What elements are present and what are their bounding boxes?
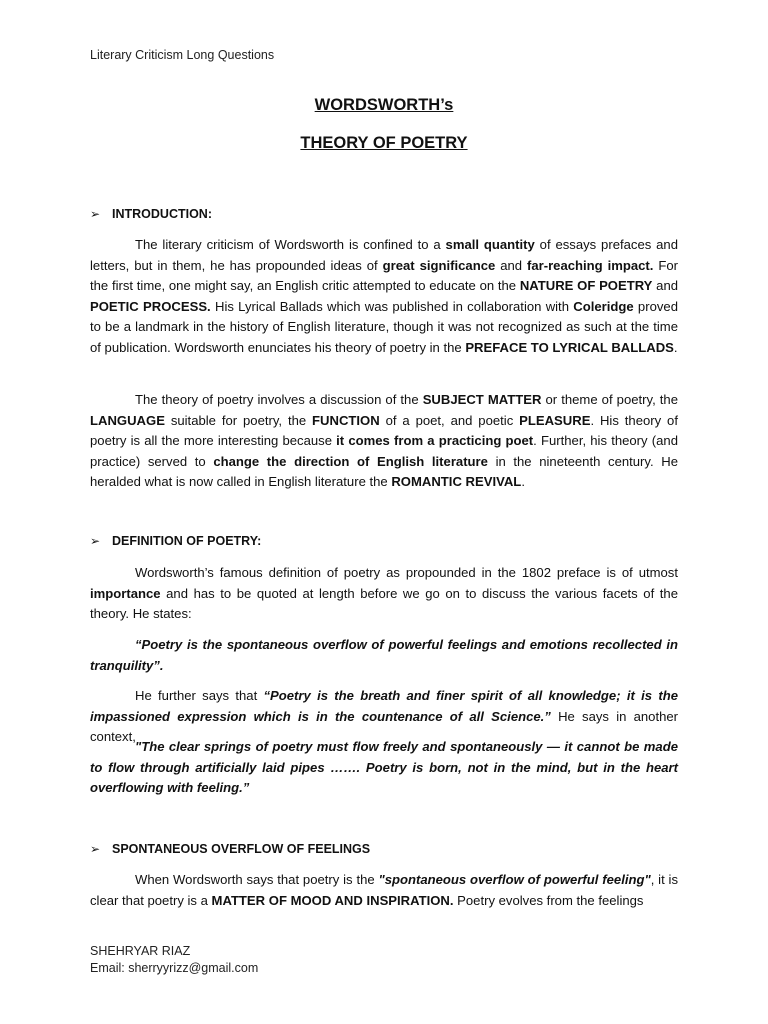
introduction-body bbox=[90, 235, 678, 359]
page-header: Literary Criticism Long Questions bbox=[90, 48, 275, 62]
bold-run: it comes from a practicing poet bbox=[336, 433, 534, 449]
page-footer bbox=[90, 943, 258, 977]
bold-run: NATURE OF POETRY bbox=[519, 278, 653, 294]
text-run: The theory of poetry involves a discussion of the bbox=[135, 392, 423, 407]
title-line-2: THEORY OF POETRY bbox=[300, 134, 468, 152]
author-name: SHEHRYAR RIAZ bbox=[90, 944, 191, 958]
bold-run: importance bbox=[90, 585, 161, 601]
text-run: suitable for poetry, the bbox=[164, 412, 313, 428]
text-run: . bbox=[521, 474, 525, 490]
text-run: and bbox=[495, 257, 527, 273]
bold-run: great significance bbox=[382, 257, 496, 273]
introduction-paragraph-2 bbox=[90, 390, 678, 493]
text-run: Wordsworth’s famous definition of poetry as propounded in the 1802 preface is of utmost bbox=[135, 565, 678, 580]
section-heading-introduction bbox=[90, 207, 212, 221]
definition-paragraph-1 bbox=[90, 563, 678, 625]
section-heading-text: INTRODUCTION: bbox=[112, 207, 212, 221]
text-run: When Wordsworth says that poetry is the bbox=[135, 872, 379, 887]
bold-run: change the direction of English literature bbox=[213, 453, 488, 469]
bold-run: SUBJECT MATTER bbox=[422, 392, 542, 407]
arrow-bullet-icon: ➢ bbox=[90, 207, 101, 221]
text-run: The literary criticism of Wordsworth is confined to a bbox=[135, 237, 446, 252]
arrow-bullet-icon: ➢ bbox=[90, 534, 101, 548]
quote-text: “Poetry is the spontaneous overflow of powerful feelings and emotions recollected in tranquility”. bbox=[90, 637, 678, 673]
bold-run: Coleridge bbox=[573, 298, 634, 314]
text-run: or theme of poetry, the bbox=[541, 392, 678, 407]
quote-run: “Poetry is the breath and finer spirit of all knowledge; it is the impassioned expression which is in the countenance of all Science.” bbox=[90, 688, 678, 724]
definition-body bbox=[90, 563, 678, 625]
text-run: . Further, his theory (and practice) served to bbox=[90, 433, 678, 469]
text-run: proved to be a landmark in the history of English literature, though it was not recognized as such at the time of publication. Wordsworth enunciates his theory of poetry in the bbox=[90, 298, 678, 355]
arrow-bullet-icon: ➢ bbox=[90, 842, 101, 856]
introduction-paragraph-1 bbox=[90, 235, 678, 359]
quote-text: "The clear springs of poetry must flow freely and spontaneously — it cannot be made to flow through artificially laid pipes ……. Poetry is born, not in the mind, but in the heart overflowing with feeling.” bbox=[90, 739, 678, 796]
text-run: , it is clear that poetry is a bbox=[90, 872, 679, 908]
definition-quote-1 bbox=[90, 635, 678, 676]
section-heading-text: DEFINITION OF POETRY: bbox=[112, 534, 262, 548]
bold-run: far-reaching impact. bbox=[526, 257, 654, 273]
text-run: His Lyrical Ballads which was published in collaboration with bbox=[210, 298, 574, 314]
text-run: of a poet, and poetic bbox=[379, 412, 520, 428]
quote-run: "spontaneous overflow of powerful feeling" bbox=[378, 872, 651, 887]
bold-run: POETIC PROCESS. bbox=[90, 298, 211, 314]
bold-run: LANGUAGE bbox=[90, 412, 165, 428]
overflow-body bbox=[90, 870, 678, 911]
bold-run: FUNCTION bbox=[312, 412, 380, 428]
text-run: Poetry evolves from the feelings bbox=[453, 892, 644, 908]
definition-quote-2 bbox=[90, 737, 678, 799]
title-line-1: WORDSWORTH’s bbox=[314, 96, 454, 114]
bold-run: PREFACE TO LYRICAL BALLADS bbox=[465, 339, 674, 355]
section-heading-definition bbox=[90, 534, 261, 548]
section-heading-spontaneous-overflow bbox=[90, 842, 370, 856]
text-run: He says in another context, bbox=[90, 708, 679, 745]
text-run: and has to be quoted at length before we go on to discuss the various facets of the theory. He states: bbox=[90, 585, 678, 622]
section-heading-text: SPONTANEOUS OVERFLOW OF FEELINGS bbox=[112, 842, 371, 856]
text-run: He further says that bbox=[135, 688, 264, 703]
bold-run: PLEASURE bbox=[519, 412, 591, 428]
bold-run: MATTER OF MOOD AND INSPIRATION. bbox=[211, 892, 454, 908]
bold-run: ROMANTIC REVIVAL bbox=[391, 474, 522, 490]
author-email: Email: sherryyrizz@gmail.com bbox=[90, 961, 259, 975]
text-run: . His theory of poetry is all the more interesting because bbox=[90, 412, 678, 449]
text-run: . bbox=[673, 339, 678, 355]
overflow-paragraph-1 bbox=[90, 870, 678, 911]
text-run: For the first time, one might say, an English critic attempted to educate on the bbox=[90, 257, 679, 294]
text-run: in the nineteenth century. He heralded what is now called in English literature the bbox=[90, 453, 678, 490]
introduction-body-2 bbox=[90, 390, 678, 493]
text-run: of essays prefaces and letters, but in them, he has propounded ideas of bbox=[90, 237, 678, 273]
bold-run: small quantity bbox=[445, 237, 535, 252]
text-run: and bbox=[652, 278, 679, 294]
